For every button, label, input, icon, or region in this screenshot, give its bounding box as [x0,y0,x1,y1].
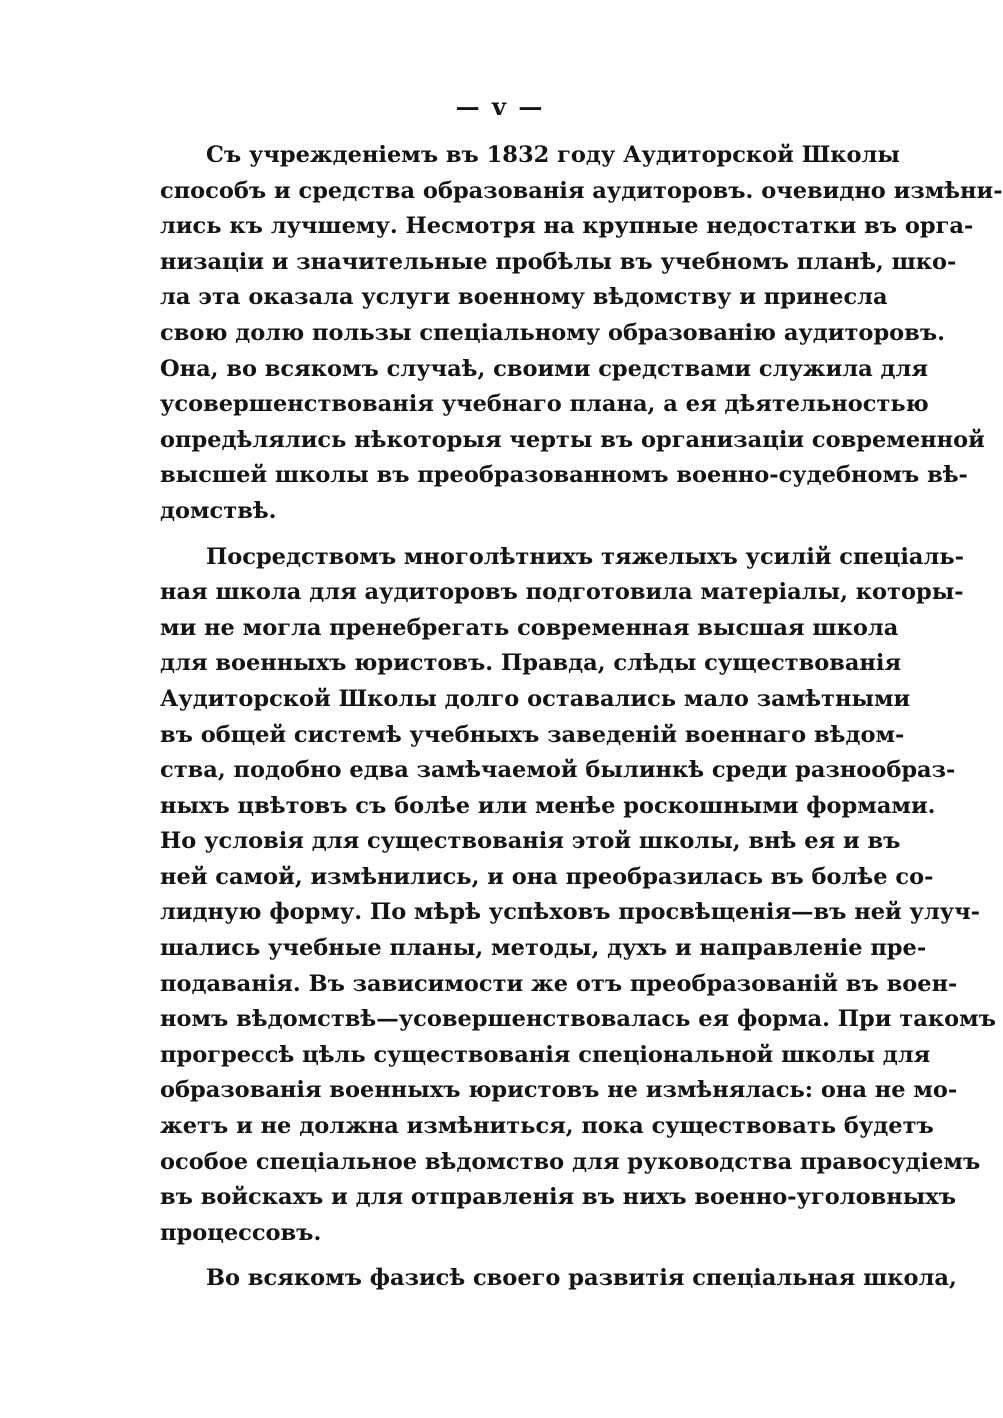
text-line: жетъ и не должна измѣниться, пока существовать будетъ [160,1113,934,1140]
paragraph [160,1261,957,1297]
text-line: Посредствомъ многолѣтнихъ тяжелыхъ усилій спеціаль- [206,543,964,570]
text-line: опредѣлялись нѣкоторыя черты въ организаціи современной [160,426,985,453]
text-line: шались учебные планы, методы, духъ и направленіе пре- [160,935,927,962]
paragraph [160,138,1003,530]
text-line: ныхъ цвѣтовъ съ болѣе или менѣе роскошными формами. [160,792,936,819]
text-line: номъ вѣдомствѣ—усовершенствовалась ея форма. При такомъ [160,1006,996,1033]
text-line: особое спеціальное вѣдомство для руководства правосудіемъ [160,1148,981,1175]
text-line: Но условія для существованія этой школы, внѣ ея и въ [160,828,901,855]
text-line: прогрессѣ цѣль существованія спеціональной школы для [160,1041,931,1068]
text-line: въ общей системѣ учебныхъ заведеній военнаго вѣдом- [160,721,905,748]
text-line: образованія военныхъ юристовъ не измѣнялась: она не мо- [160,1077,958,1104]
text-line: ней самой, измѣнились, и она преобразилась въ болѣе со- [160,863,934,890]
text-line: свою долю пользы спеціальному образованію аудиторовъ. [160,319,945,346]
body-text [160,138,1003,1297]
text-line: Во всякомъ фазисѣ своего развитія спеціальная школа, [206,1265,957,1292]
text-line: способъ и средства образованія аудиторовъ. очевидно измѣни- [160,177,1003,204]
text-line: высшей школы въ преобразованномъ военно-судебномъ вѣ- [160,462,968,489]
text-line: ми не могла пренебрегать современная высшая школа [160,614,899,641]
text-line: въ войскахъ и для отправленія въ нихъ военно-уголовныхъ [160,1184,956,1211]
text-line: домствѣ. [160,497,277,524]
page-number: — v — [455,92,545,121]
text-line: усовершенствованія учебнаго плана, а ея дѣятельностью [160,391,929,418]
text-line: низаціи и значительные пробѣлы въ учебномъ планѣ, шко- [160,248,957,275]
text-line: ная школа для аудиторовъ подготовила матеріалы, которы- [160,579,964,606]
paragraph [160,540,996,1252]
text-line: Съ учрежденіемъ въ 1832 году Аудиторской Школы [206,142,900,168]
text-line: ла эта оказала услуги военному вѣдомству и принесла [160,284,888,311]
text-line: Она, во всякомъ случаѣ, своими средствами служила для [160,355,929,382]
text-line: для военныхъ юристовъ. Правда, слѣды существованія [160,650,902,677]
text-line: ства, подобно едва замѣчаемой былинкѣ среди разнообраз- [160,757,956,784]
text-line: подаванія. Въ зависимости же отъ преобразованій въ воен- [160,970,958,997]
text-line: лись къ лучшему. Несмотря на крупные недостатки въ орга- [160,213,974,240]
text-line: лидную форму. По мѣрѣ успѣховъ просвѣщенія—въ ней улуч- [160,899,981,926]
text-line: процессовъ. [160,1219,322,1246]
text-line: Аудиторской Школы долго оставались мало замѣтными [160,685,911,712]
